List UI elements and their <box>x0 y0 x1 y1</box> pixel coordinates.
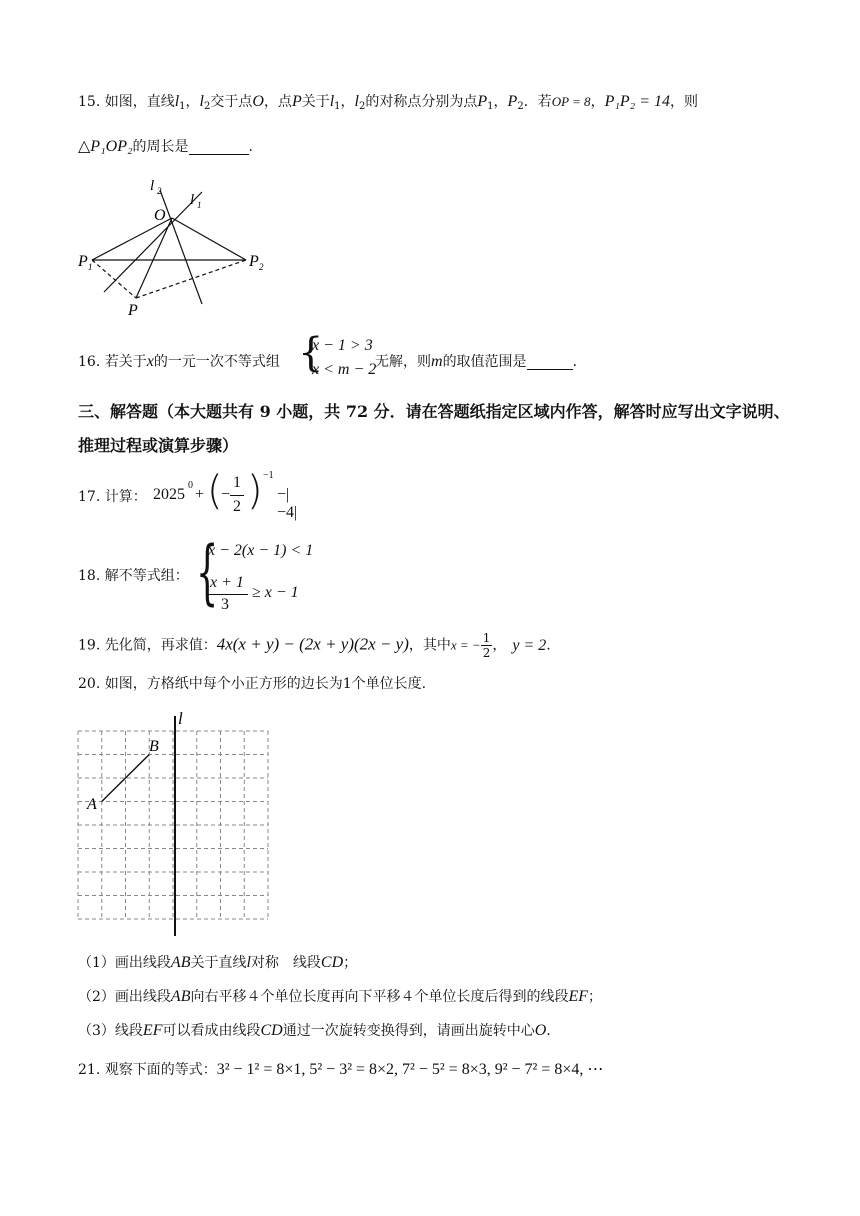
q20-sub1-AB: AB <box>170 954 191 971</box>
q15-l1-sub: 1 <box>334 101 341 112</box>
q17-text: 计算： <box>104 489 147 505</box>
q20-sub1-text: 对称 线段 <box>250 955 321 971</box>
label-P: P <box>128 302 138 319</box>
q18-text: 解不等式组： <box>104 568 189 584</box>
q20-sub1-CD: CD <box>320 954 344 971</box>
q19-text: ，其中 <box>408 637 451 654</box>
q20-text: 如图，方格纸中每个小正方形的边长为1个单位长度. <box>104 676 427 692</box>
q18-ineq1: x − 2(x − 1) < 1 <box>208 542 314 559</box>
q15-l2: l <box>354 93 359 110</box>
q20-sub2-end: ； <box>588 989 603 1005</box>
q21-text: 观察下面的等式： <box>104 1062 217 1078</box>
q17-neg: − <box>221 486 231 503</box>
q15-sep: ， <box>185 94 200 110</box>
q19-frac-den: 2 <box>482 646 491 660</box>
q20-sub1-l: l <box>246 954 251 971</box>
q15-text: 的周长是 <box>132 139 189 155</box>
q15-text: 的对称点分别为点 <box>365 94 478 110</box>
label-A: A <box>87 796 97 813</box>
q19-frac-num: 1 <box>482 631 491 645</box>
segment-PO <box>136 218 172 298</box>
q20-sub3-EF: EF <box>142 1022 163 1039</box>
label-P1: P <box>78 253 88 270</box>
q19-x-value: x = − <box>450 637 481 653</box>
q20-sub3-CD: CD <box>260 1022 283 1039</box>
q16-ineq2: x < m − 2 <box>312 361 377 378</box>
q15-end: . <box>248 139 253 155</box>
paren-right-icon: ) <box>247 468 263 514</box>
q15-l2-sub: 2 <box>204 101 211 112</box>
label-l2: l <box>150 178 155 194</box>
label-B: B <box>149 738 159 755</box>
label-P1-sub: 1 <box>88 262 93 272</box>
answer-blank[interactable] <box>189 140 249 155</box>
q17-abs: −|−4| <box>277 486 298 521</box>
q19-sep: ， <box>492 637 507 654</box>
q20-sub2 <box>78 987 602 1007</box>
q18-line <box>78 566 189 586</box>
q16-x: x <box>146 353 154 370</box>
q19-end: . <box>546 637 551 654</box>
q20-sub2-text: 向右平移４个单位长度再向下平移４个单位长度后得到的线段 <box>190 989 569 1005</box>
line-l2 <box>160 190 202 304</box>
q15-cond-p1p2: P₁P₂ = 14 <box>604 93 671 110</box>
q20-sub3-text: 可以看成由线段 <box>162 1023 261 1039</box>
q21-number: 21. <box>78 1062 101 1078</box>
q16-m: m <box>431 353 443 370</box>
q15-text: 如图，直线 <box>104 94 175 110</box>
q16-line-end <box>375 352 577 372</box>
q17-line <box>78 487 147 507</box>
paren-left-icon: ( <box>207 468 223 514</box>
q15-l2: l <box>199 93 204 110</box>
q20-sub2-AB: AB <box>170 988 191 1005</box>
q15-P1-sub: 1 <box>487 101 494 112</box>
q17-frac-den: 2 <box>233 498 241 515</box>
label-l2-sub: 2 <box>157 186 162 196</box>
line-l1 <box>104 192 202 292</box>
q15-line2 <box>78 137 253 157</box>
q16-text: 无解，则 <box>375 354 431 370</box>
q17-base: 2025 <box>153 486 185 503</box>
q20-number: 20. <box>78 676 101 692</box>
q16-text: 若关于 <box>104 354 147 370</box>
q15-line1 <box>78 92 698 117</box>
q15-triangle: △P₁OP₂ <box>78 138 133 155</box>
q16-text: 的一元一次不等式组 <box>153 354 280 370</box>
q20-sub1 <box>78 953 357 973</box>
q16-ineq1: x − 1 > 3 <box>312 337 373 354</box>
brace-icon: { <box>196 531 219 613</box>
label-l: l <box>178 709 183 728</box>
q15-figure <box>72 172 282 320</box>
label-O: O <box>154 207 166 224</box>
q15-text: 交于点 <box>210 94 253 110</box>
q15-P: P <box>291 93 302 110</box>
q15-text: ．若 <box>523 94 552 110</box>
q16-number: 16. <box>78 354 101 370</box>
q15-P1: P <box>477 93 488 110</box>
q18-number: 18. <box>78 568 101 584</box>
q19-y-value: y = 2 <box>512 636 547 654</box>
q16-line <box>78 352 280 372</box>
q18-frac-num: x + 1 <box>210 574 244 591</box>
q15-text: 关于 <box>301 94 330 110</box>
q17-exp0: 0 <box>188 480 193 491</box>
q15-sep: ， <box>493 94 508 110</box>
q19-line <box>78 631 551 660</box>
answer-blank[interactable] <box>527 355 573 370</box>
q16-text: 的取值范围是 <box>442 354 527 370</box>
q15-P2: P <box>507 93 518 110</box>
q20-line <box>78 674 426 694</box>
q20-sub2-EF: EF <box>568 988 589 1005</box>
q19-text: 先化简，再求值： <box>104 637 217 654</box>
q15-l1-sub: 1 <box>179 101 186 112</box>
label-P2: P <box>249 253 259 270</box>
q15-l1: l <box>329 93 335 110</box>
q15-cond-op: OP = 8 <box>551 94 591 109</box>
q19-fraction <box>481 631 493 660</box>
q20-sub3-O: O <box>534 1022 547 1039</box>
q15-sep: ， <box>590 94 605 110</box>
q18-frac-den: 3 <box>221 596 229 613</box>
fraction-bar <box>230 495 244 496</box>
brace-icon: { <box>298 330 324 376</box>
q21-expression: 3² − 1² = 8×1, 5² − 3² = 8×2, 7² − 5² = 8×3, 9² − 7² = 8×4, ⋯ <box>216 1061 604 1078</box>
q15-l1: l <box>174 93 180 110</box>
q17-plus: + <box>195 486 205 503</box>
section-heading: 三、解答题（本大题共有 9 小题，共 72 分．请在答题纸指定区域内作答，解答时应写出文字说明、推理过程或演算步骤） <box>78 402 790 455</box>
q19-number: 19. <box>78 637 101 654</box>
q20-sub2-text: （2）画出线段 <box>78 989 171 1005</box>
q18-ineq2-rest: ≥ x − 1 <box>252 584 299 601</box>
q19-expression: 4x(x + y) − (2x + y)(2x − y) <box>216 634 409 654</box>
q20-sub3-text: （3）线段 <box>78 1023 143 1039</box>
q20-sub1-text: 关于直线 <box>190 955 247 971</box>
q20-sub1-end: ； <box>343 955 358 971</box>
q15-sep: ， <box>340 94 355 110</box>
dashed-PP2 <box>136 260 246 298</box>
q21-line <box>78 1060 603 1080</box>
q18-system <box>196 531 396 616</box>
q20-grid-figure <box>70 706 280 941</box>
segment-P1O <box>92 218 172 260</box>
q15-text: ，则 <box>670 94 699 110</box>
q17-number: 17. <box>78 489 101 505</box>
q15-number: 15. <box>78 94 101 110</box>
q15-O: O <box>252 93 264 110</box>
q17-exp-neg1: −1 <box>263 470 274 481</box>
q20-sub3-text: 通过一次旋转变换得到，请画出旋转中心 <box>282 1023 535 1039</box>
q15-P2-sub: 2 <box>517 101 524 112</box>
q15-l2-sub: 2 <box>359 101 366 112</box>
label-l1: l <box>190 192 195 208</box>
q20-sub1-text: （1）画出线段 <box>78 955 171 971</box>
q17-frac-num: 1 <box>233 474 241 491</box>
q16-end: . <box>572 354 578 370</box>
grid-lines <box>78 731 268 919</box>
q20-sub3 <box>78 1021 551 1041</box>
q15-text: ，点 <box>263 94 292 110</box>
label-l1-sub: 1 <box>197 200 202 210</box>
q20-sub3-end: . <box>546 1023 551 1039</box>
fraction-bar <box>208 594 248 595</box>
label-P2-sub: 2 <box>259 262 264 272</box>
